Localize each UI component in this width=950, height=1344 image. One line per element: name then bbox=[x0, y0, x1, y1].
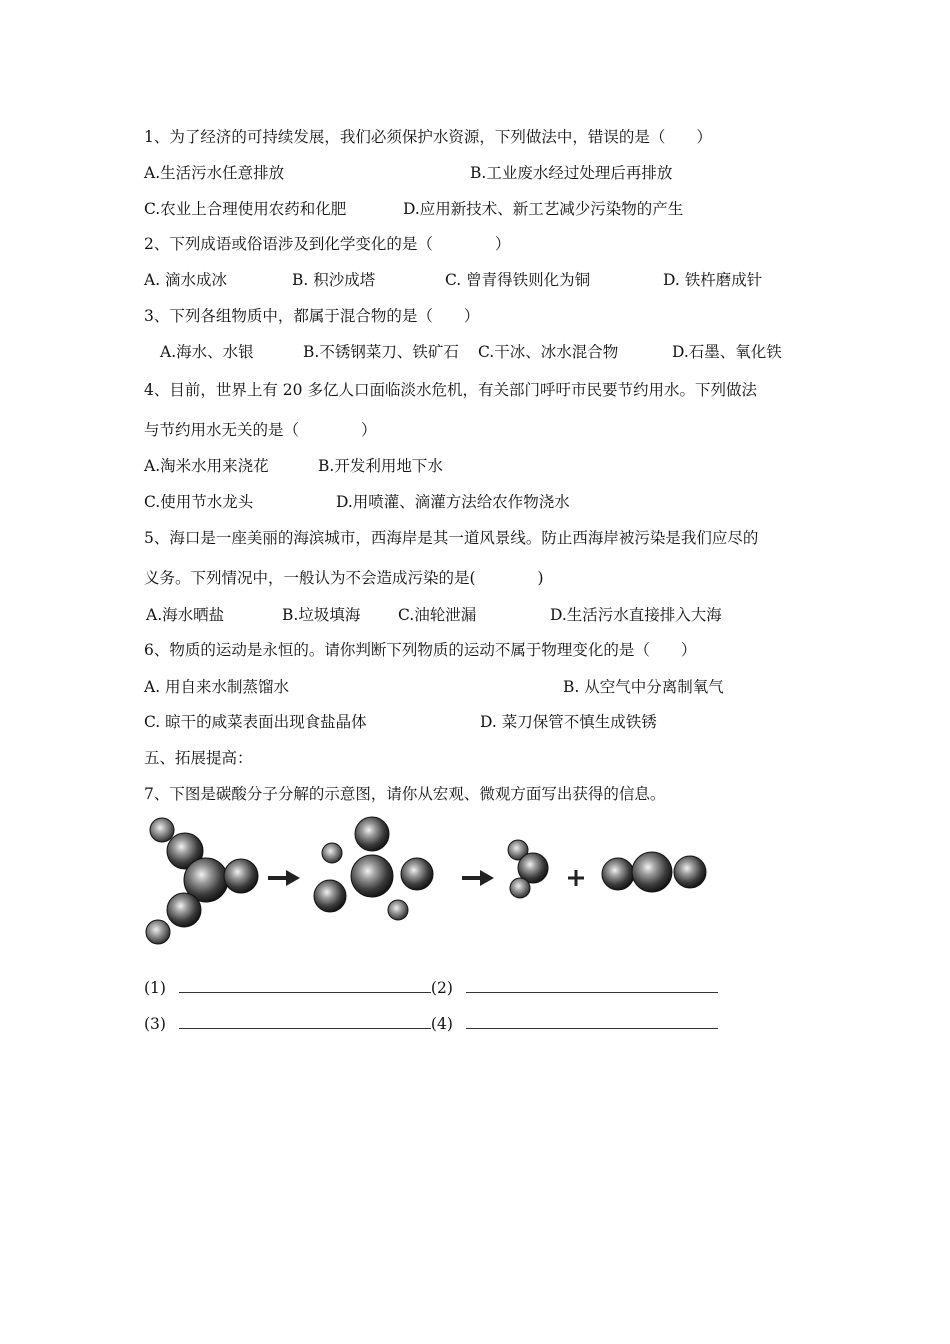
q4-option-a: A.淘米水用来浇花 bbox=[144, 457, 269, 475]
carbonic-acid-decomposition-diagram bbox=[140, 808, 720, 948]
separated-atoms bbox=[314, 817, 433, 920]
arrow-icon bbox=[268, 870, 300, 886]
answer-row-2 bbox=[144, 1014, 718, 1034]
q6-option-c: C. 晾干的咸菜表面出现食盐晶体 bbox=[144, 713, 367, 731]
q4-option-c: C.使用节水龙头 bbox=[144, 493, 254, 511]
q6-stem: 6、物质的运动是永恒的。请你判断下列物质的运动不属于物理变化的是（ ） bbox=[144, 641, 697, 659]
carbonic-acid-molecule bbox=[146, 818, 258, 944]
q7-stem: 7、下图是碳酸分子分解的示意图，请你从宏观、微观方面写出获得的信息。 bbox=[144, 785, 666, 803]
q4-option-d: D.用喷灌、滴灌方法给农作物浇水 bbox=[336, 493, 570, 511]
q5-option-b: B.垃圾填海 bbox=[282, 606, 361, 624]
q5-option-c: C.油轮泄漏 bbox=[398, 606, 477, 624]
blank-label-1: (1) bbox=[144, 979, 166, 997]
q2-option-d: D. 铁杵磨成针 bbox=[663, 271, 763, 289]
plus-icon bbox=[568, 870, 584, 886]
q6-option-d: D. 菜刀保管不慎生成铁锈 bbox=[480, 713, 657, 731]
q1-option-a: A.生活污水任意排放 bbox=[144, 164, 285, 182]
section-heading: 五、拓展提高： bbox=[144, 749, 253, 767]
blank-label-2: (2) bbox=[430, 979, 453, 997]
q6-option-a: A. 用自来水制蒸馏水 bbox=[144, 678, 290, 696]
q5-stem-line1: 5、海口是一座美丽的海滨城市，西海岸是其一道风景线。防止西海岸被污染是我们应尽的 bbox=[144, 529, 759, 547]
q2-stem: 2、下列成语或俗语涉及到化学变化的是（ ） bbox=[144, 235, 511, 253]
blank-label-3: (3) bbox=[144, 1015, 166, 1033]
q5-option-d: D.生活污水直接排入大海 bbox=[550, 606, 722, 624]
water-molecule bbox=[508, 840, 548, 898]
q2-option-a: A. 滴水成冰 bbox=[144, 271, 228, 289]
answer-blank-3[interactable] bbox=[179, 1014, 431, 1029]
q2-option-b: B. 积沙成塔 bbox=[292, 271, 376, 289]
answer-row-1 bbox=[144, 978, 718, 998]
q4-stem-line1: 4、目前，世界上有 20 多亿人口面临淡水危机，有关部门呼吁市民要节约用水。下列做法 bbox=[144, 381, 757, 399]
q4-option-b: B.开发利用地下水 bbox=[318, 457, 443, 475]
blank-label-4: (4) bbox=[430, 1015, 453, 1033]
q4-stem-line2: 与节约用水无关的是（ ） bbox=[144, 421, 377, 439]
answer-blank-4[interactable] bbox=[466, 1014, 718, 1029]
q2-option-c: C. 曾青得铁则化为铜 bbox=[445, 271, 591, 289]
q5-stem-line2: 义务。下列情况中，一般认为不会造成污染的是( ) bbox=[144, 569, 544, 587]
q1-option-d: D.应用新技术、新工艺减少污染物的产生 bbox=[403, 200, 684, 218]
arrow-icon bbox=[462, 870, 494, 886]
q3-option-b: B.不锈钢菜刀、铁矿石 bbox=[303, 343, 459, 361]
answer-blank-2[interactable] bbox=[466, 978, 718, 993]
carbon-dioxide-molecule bbox=[602, 852, 706, 892]
q1-option-c: C.农业上合理使用农药和化肥 bbox=[144, 200, 347, 218]
q1-stem: 1、为了经济的可持续发展，我们必须保护水资源，下列做法中，错误的是（ ） bbox=[144, 128, 712, 146]
q6-option-b: B. 从空气中分离制氧气 bbox=[563, 678, 724, 696]
q5-option-a: A.海水晒盐 bbox=[146, 606, 225, 624]
answer-blank-1[interactable] bbox=[179, 978, 431, 993]
q3-option-c: C.干冰、冰水混合物 bbox=[478, 343, 619, 361]
q1-option-b: B.工业废水经过处理后再排放 bbox=[470, 164, 673, 182]
q3-stem: 3、下列各组物质中，都属于混合物的是（ ） bbox=[144, 307, 480, 325]
q3-option-d: D.石墨、氧化铁 bbox=[672, 343, 782, 361]
q3-option-a: A.海水、水银 bbox=[160, 343, 254, 361]
